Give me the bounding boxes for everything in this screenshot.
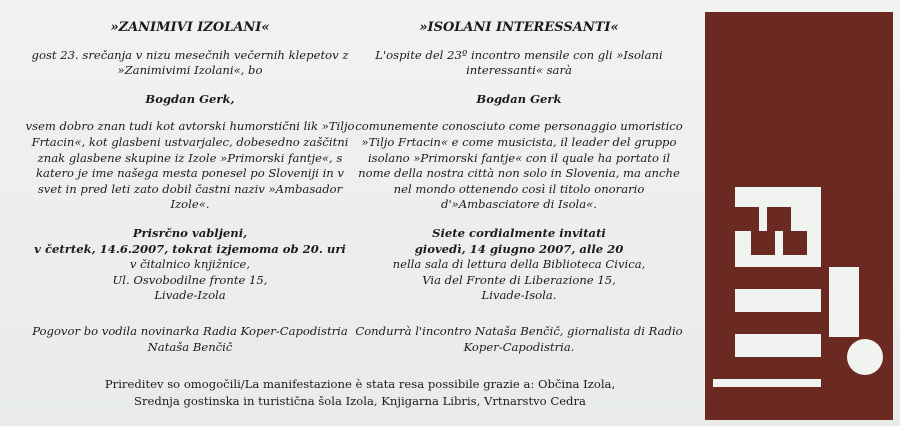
slovene-column [25,20,355,368]
slovene-invite: Prisrčno vabljeni, [132,225,248,240]
mki-logo-mark [705,12,893,420]
slovene-address: Ul. Osvobodilne fronte 15, [112,272,268,287]
italian-moderator: Condurrà l'incontro Nataša Benčič, giornalista di Radio Koper-Capodistria. [355,323,683,354]
italian-date-time: giovedì, 14 giugno 2007, alle 20 [414,241,624,256]
slovene-venue: v čitalnico knjižnice, [129,257,251,272]
italian-guest-name: Bogdan Gerk [476,91,562,106]
slovene-moderator: Pogovor bo vodila novinarka Radia Koper-Capodistria Nataša Benčič [32,323,348,354]
slovene-title: »ZANIMIVI IZOLANI« [110,20,270,35]
slovene-town: Livade-Izola [154,288,226,303]
mki-logo [705,12,893,420]
italian-column [354,20,684,368]
sponsors-line-2: Srednja gostinska in turistična šola Izola, Knjigarna Libris, Vrtnarstvo Cedra [134,394,586,408]
italian-address: Via del Fronte di Liberazione 15, [422,272,616,287]
sponsors-footer [80,376,640,410]
sponsors-line-1: Prireditev so omogočili/La manifestazione è stata resa possibile grazie a: Občina Izola, [104,377,616,391]
slovene-bio: vsem dobro znan tudi kot avtorski humorstični lik »Tiljo Frtacin«, kot glasbeni ustvarjalec, dobesedno zaščitni znak glasbene skupine iz Izole »Primorski fantje«, s katero je ime našega mesta ponesel po Sloveniji in v svet in pred leti zato dobil častni naziv »Ambasador Izole«. [25,119,355,212]
italian-intro: L'ospite del 23º incontro mensile con gli »Isolani interessanti« sarà [375,47,663,78]
italian-invite: Siete cordialmente invitati [432,225,606,240]
slovene-invitation-block [25,226,355,304]
italian-town: Livade-Isola. [481,288,557,303]
slovene-guest-name: Bogdan Gerk, [145,91,235,106]
italian-title: »ISOLANI INTERESSANTI« [419,20,619,35]
slovene-intro: gost 23. srečanja v nizu mesečnih večernih klepetov z »Zanimivimi Izolani«, bo [31,47,349,78]
slovene-date-time: v četrtek, 14.6.2007, tokrat izjemoma ob 20. uri [34,241,346,256]
italian-venue: nella sala di lettura della Biblioteca Civica, [392,257,646,272]
italian-invitation-block [354,226,684,304]
italian-bio: comunemente conosciuto come personaggio umoristico »Tiljo Frtacin« e come musicista, il leader del gruppo isolano »Primorski fantje« con il quale ha portato il nome della nostra città non solo in Slovenia, ma anche nel mondo ottenendo così il titolo onorario d'»Ambasciatore di Isola«. [355,119,683,212]
